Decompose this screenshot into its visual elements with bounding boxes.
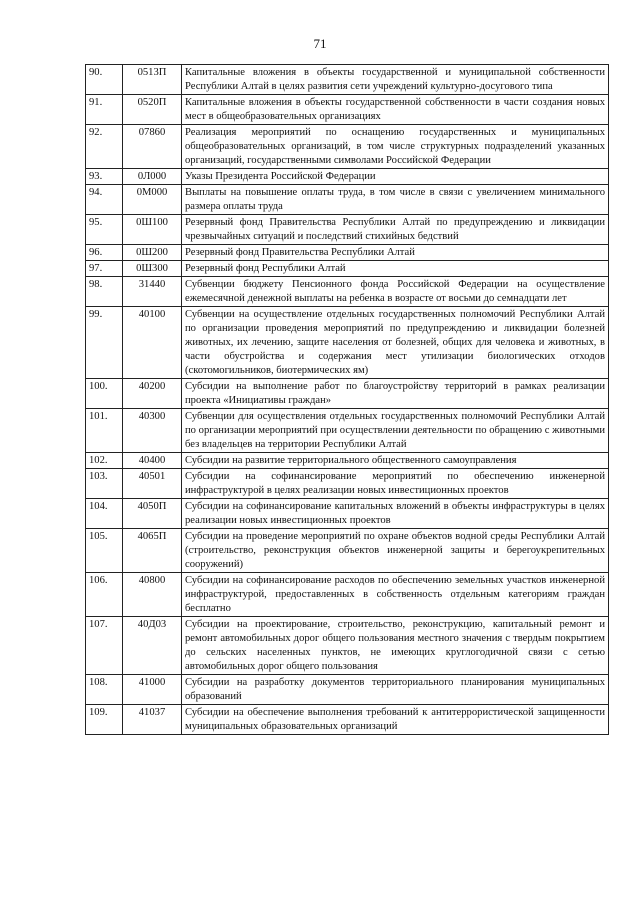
row-description: Субвенции бюджету Пенсионного фонда Российской Федерации на осуществление ежемесячной денежной выплаты на ребенка в возрасте от восьми до семнадцати лет [182,277,609,307]
row-number: 97. [86,261,123,277]
table-row [86,379,609,409]
row-code: 40Д03 [123,617,182,675]
table-row [86,617,609,675]
row-number: 105. [86,529,123,573]
row-description: Субсидии на обеспечение выполнения требований к антитеррористической защищенности муниципальных образовательных организаций [182,705,609,735]
row-number: 104. [86,499,123,529]
row-description: Субсидии на софинансирование мероприятий по обеспечению инженерной инфраструктурой в целях реализации новых инвестиционных проектов [182,469,609,499]
table-body [86,65,609,735]
row-number: 91. [86,95,123,125]
row-number: 100. [86,379,123,409]
row-description: Субсидии на софинансирование расходов по обеспечению земельных участков инженерной инфраструктурой, предоставленных в собственность отдельным категориям граждан бесплатно [182,573,609,617]
row-number: 98. [86,277,123,307]
row-code: 0Ш300 [123,261,182,277]
row-number: 109. [86,705,123,735]
row-code: 4065П [123,529,182,573]
row-code: 0Ш200 [123,245,182,261]
row-code: 07860 [123,125,182,169]
row-description: Субсидии на выполнение работ по благоустройству территорий в рамках реализации проекта «Инициативы граждан» [182,379,609,409]
table-row [86,529,609,573]
table-row [86,185,609,215]
row-number: 108. [86,675,123,705]
row-description: Субсидии на развитие территориального общественного самоуправления [182,453,609,469]
table-row [86,65,609,95]
row-number: 102. [86,453,123,469]
table-row [86,169,609,185]
row-code: 0М000 [123,185,182,215]
table-row [86,245,609,261]
row-code: 40300 [123,409,182,453]
row-description: Субсидии на проведение мероприятий по охране объектов водной среды Республики Алтай (строительство, реконструкция объектов инженерной защиты и берегоукрепительных сооружений) [182,529,609,573]
row-description: Выплаты на повышение оплаты труда, в том числе в связи с увеличением минимального размера оплаты труда [182,185,609,215]
row-code: 0Л000 [123,169,182,185]
row-description: Капитальные вложения в объекты государственной собственности в части создания новых мест в общеобразовательных организациях [182,95,609,125]
row-code: 41000 [123,675,182,705]
row-description: Субсидии на софинансирование капитальных вложений в объекты инфраструктуры в целях реализации новых инвестиционных проектов [182,499,609,529]
row-code: 40501 [123,469,182,499]
row-code: 40400 [123,453,182,469]
row-number: 101. [86,409,123,453]
table-row [86,469,609,499]
row-number: 90. [86,65,123,95]
page-number: 71 [313,36,327,51]
row-code: 41037 [123,705,182,735]
row-description: Субвенции для осуществления отдельных государственных полномочий Республики Алтай по организации мероприятий при осуществлении деятельности по обращению с животными без владельцев на территории Республики Алтай [182,409,609,453]
row-code: 4050П [123,499,182,529]
row-number: 99. [86,307,123,379]
row-description: Капитальные вложения в объекты государственной и муниципальной собственности Республики Алтай в целях развития сети учреждений культурно-досугового типа [182,65,609,95]
budget-codes-table [85,64,609,735]
table-row [86,125,609,169]
row-description: Субсидии на проектирование, строительство, реконструкцию, капитальный ремонт и ремонт автомобильных дорог общего пользования местного значения с твердым покрытием до сельских населенных пунктов, не имеющих круглогодичной связи с сетью автомобильных дорог общего пользования [182,617,609,675]
row-description: Субсидии на разработку документов территориального планирования муниципальных образований [182,675,609,705]
table-row [86,409,609,453]
table-row [86,453,609,469]
row-description: Субвенции на осуществление отдельных государственных полномочий Республики Алтай по организации проведения мероприятий по предупреждению и ликвидации болезней животных, их лечению, защите населения от болезней, общих для человека и животных, в части обустройства и содержания мест утилизации биологических отходов (скотомогильников, биотермических ям) [182,307,609,379]
row-number: 92. [86,125,123,169]
row-description: Резервный фонд Республики Алтай [182,261,609,277]
row-code: 40100 [123,307,182,379]
row-code: 0Ш100 [123,215,182,245]
table-row [86,261,609,277]
table-row [86,277,609,307]
row-number: 95. [86,215,123,245]
row-number: 93. [86,169,123,185]
row-code: 31440 [123,277,182,307]
table-row [86,499,609,529]
table-row [86,215,609,245]
table-row [86,705,609,735]
table-row [86,95,609,125]
row-number: 96. [86,245,123,261]
row-description: Резервный фонд Правительства Республики Алтай по предупреждению и ликвидации чрезвычайных ситуаций и последствий стихийных бедствий [182,215,609,245]
row-number: 103. [86,469,123,499]
row-code: 40200 [123,379,182,409]
row-description: Резервный фонд Правительства Республики Алтай [182,245,609,261]
row-number: 107. [86,617,123,675]
row-description: Указы Президента Российской Федерации [182,169,609,185]
row-code: 0520П [123,95,182,125]
table-row [86,307,609,379]
row-number: 106. [86,573,123,617]
table-row [86,573,609,617]
row-code: 0513П [123,65,182,95]
row-description: Реализация мероприятий по оснащению государственных и муниципальных общеобразовательных организаций, в том числе структурных подразделений указанных организаций, государственными символами Российской Федерации [182,125,609,169]
table-row [86,675,609,705]
row-number: 94. [86,185,123,215]
row-code: 40800 [123,573,182,617]
